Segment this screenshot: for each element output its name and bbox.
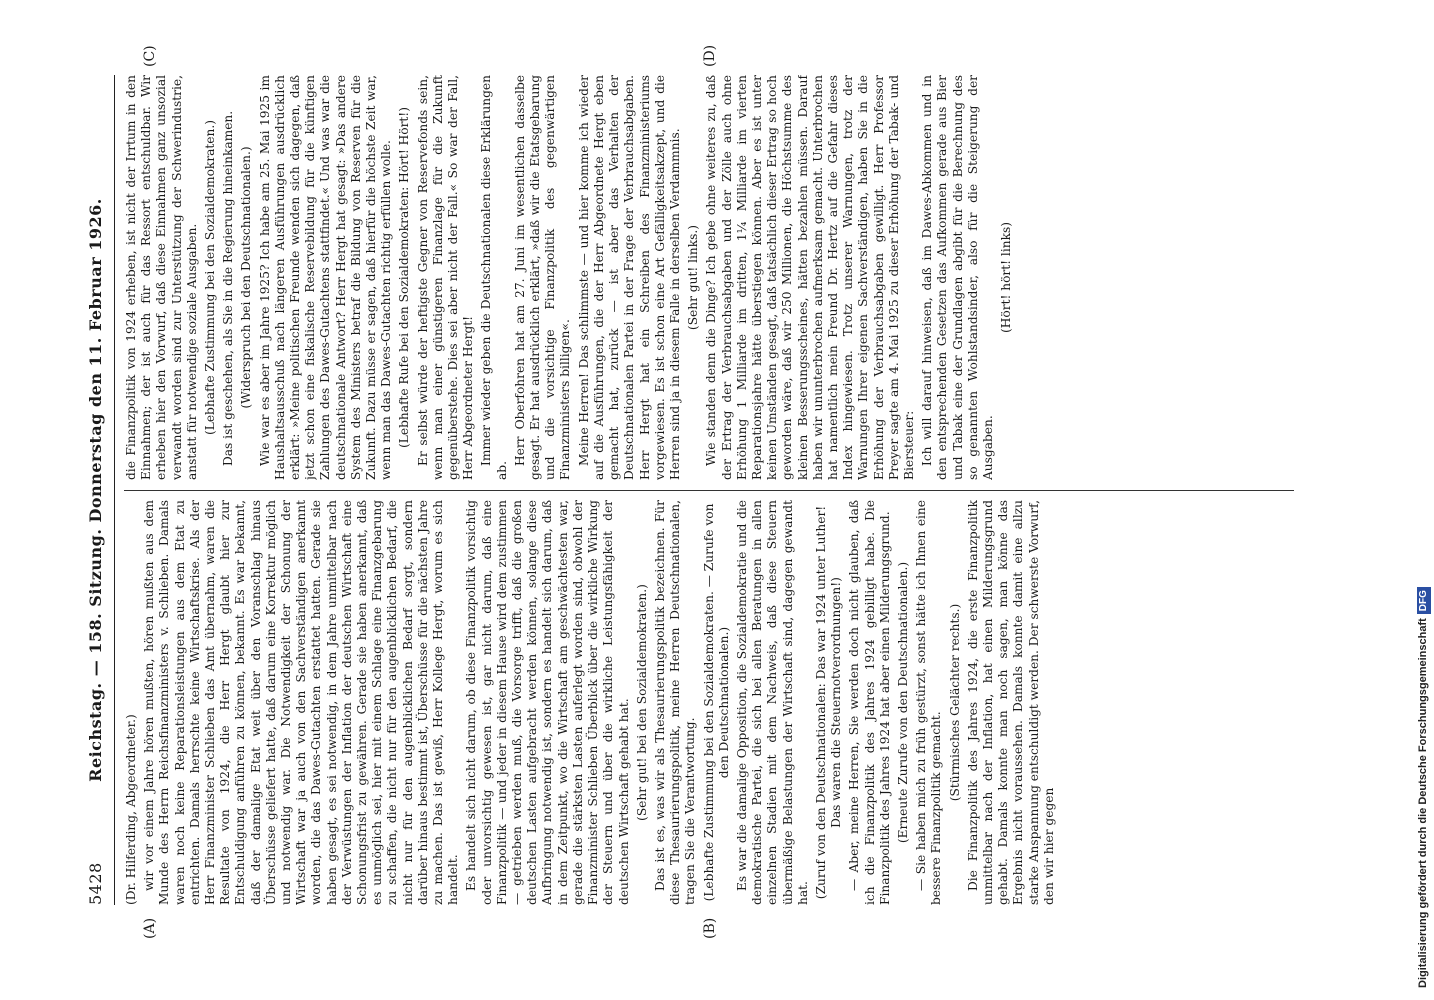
digitization-credit-sidebar: [1416, 8, 1430, 988]
paragraph: Herr Oberfohren hat am 27. Juni im wesentlichen dasselbe gesagt. Er hat ausdrücklich erklärt, »daß wir die Etatsgebarung und die vorsichtige Finanzpolitik des gegenwärtigen Finanzministers billigen«.: [512, 75, 573, 480]
column-divider: [124, 490, 1294, 491]
newspaper-sheet: [82, 44, 1307, 939]
interjection: (Sehr gut! bei den Sozialdemokraten.): [634, 584, 649, 821]
paragraph: Er selbst würde der heftigste Gegner von Reservefonds sein, wenn man einer günstigeren Finanzlage für die Zukunft gegenüberstehe. Dies sei aber nicht der Fall.« So war der Fall, Herr Abgeordneter Hergt!: [415, 75, 476, 480]
margin-mark-a: (A): [142, 917, 158, 939]
header-rule: [114, 75, 115, 905]
interjection: (Lebhafte Zustimmung bei den Sozialdemokraten. — Zurufe von den Deutschnationalen.): [701, 503, 731, 902]
interjection: (Widerspruch bei den Deutschnationalen.): [239, 146, 254, 409]
paragraph: Meine Herren! Das schlimmste — und hier komme ich wieder auf die Ausführungen, die der Herr Abgeordnete Hergt eben gemacht hat, zurück — ist aber das Verhalten der Deutschnationalen Partei in der Frage der Verbrauchsabgaben. Herr Hergt hat ein Schreiben des Finanzministeriums vorgewiesen. Es ist schon eine Art Gefälligkeitsakzept, und die Herren sind ja in diesem Falle in derselben Verdammnis.: [576, 75, 682, 480]
interjection: (Erneute Zurufe von den Deutschnationalen.): [895, 561, 910, 844]
margin-mark-c: (C): [142, 45, 158, 67]
interjection: (Lebhafte Zustimmung bei den Sozialdemokraten.): [203, 120, 218, 435]
paragraph: — Aber, meine Herren, Sie werden doch nicht glauben, daß ich die Finanzpolitik des Jahres 1924 gebilligt habe. Die Finanzpolitik des Jahres 1924 hat aber einen Milderungsgrund.: [847, 500, 892, 905]
paragraph: die Finanzpolitik von 1924 erheben, ist nicht der Irrtum in den Einnahmen; der ist auch für das Ressort entschuldbar. Wir erheben hier den Vorwurf, daß diese Einnahmen ganz unsozial verwandt worden sind zur Unterstützung der Schwerindustrie, anstatt für notwendige soziale Ausgaben.: [124, 75, 199, 480]
paragraph: Wie standen denn die Dinge? Ich gebe ohne weiteres zu, daß der Ertrag der Verbrauchsabgaben und der Zölle auch ohne Erhöhung 1 Milliarde im dritten, 1¼ Milliarde im vierten Reparationsjahre hätte überstiegen können. Aber es ist unter keinen Umständen gesagt, daß tatsächlich dieser Ertrag so hoch geworden wäre, daß wir 250 Millionen, die Höchstsumme des kleinen Besserungsscheines, hätten bezahlen müssen. Darauf haben wir ununterbrochen aufmerksam gemacht. Unterbrochen hat namentlich mein Freund Dr. Hertz auf die Gefahr dieses Index hingewiesen. Trotz unserer Warnungen, trotz der Warnungen Ihrer eigenen Sachverständigen, haben Sie in die Erhöhung der Verbrauchsabgaben gewilligt. Herr Professor Preyer sagte am 4. Mai 1925 zu dieser Erhöhung der Tabak- und Biersteuer:: [704, 75, 916, 480]
page-header-title: Reichstag. — 158. Sitzung. Donnerstag den 11. Februar 1926.: [86, 198, 105, 782]
paragraph: Das ist es, was wir als Thesaurierungspolitik bezeichnen. Für diese Thesaurierungspolitik, meine Herren Deutschnationalen, tragen Sie die Verantwortung.: [652, 500, 698, 905]
paragraph: Es handelt sich nicht darum, ob diese Finanzpolitik vorsichtig oder unvorsichtig gewesen ist, gar nicht darum, daß eine Finanzpolitik — und jeder in diesem Hause wird dem zustimmen — getrieben werden muß, die Vorsorge trifft, daß die großen deutschen Lasten aufgebracht werden können, solange diese Aufbringung notwendig ist, sondern es handelt sich darum, daß in dem Zeitpunkt, wo die Wirtschaft am geschwächtesten war, gerade die stärksten Lasten auferlegt worden sind, obwohl der Finanzminister Schlieben Überblick über die wirkliche Wirkung der Steuern und über die wirkliche Leistungsfähigkeit der deutschen Wirtschaft gehabt hat.: [464, 500, 631, 905]
interjection: (Zuruf von den Deutschnationalen: Das war 1924 unter Luther! Das waren die Steuernotverordnungen!): [813, 505, 844, 900]
quotation: Ich will darauf hinweisen, daß im Dawes-Abkommen und in den entsprechenden Gesetzen das Aufkommen gerade aus Bier und Tabak eine der Grundlagen abgibt für die Berechnung des so genannten Wohlstandsinder, also für die Steigerung der Ausgaben.: [920, 75, 995, 480]
interjection: (Hört! hört! links): [999, 222, 1014, 333]
paragraph: Immer wieder geben die Deutschnationalen diese Erklärungen ab.: [479, 75, 509, 480]
margin-mark-d: (D): [702, 44, 718, 67]
credit-text: Digitalisierung gefördert durch die Deutsche Forschungsgemeinschaft: [1417, 618, 1429, 988]
paragraph: — Sie haben mich zu früh gestürzt, sonst hätte ich Ihnen eine bessere Finanzpolitik gemacht.: [914, 500, 944, 905]
paragraph: Wie war es aber im Jahre 1925? Ich habe am 25. Mai 1925 im Haushaltsausschuß nach längeren Ausführungen ausdrücklich erklärt: »Meine politischen Freunde wenden sich dagegen, daß jetzt schon eine fiskalische Reservebildung für die künftigen Zahlungen des Dawes-Gutachtens stattfindet.« Und was war die deutschnationale Antwort? Herr Hergt hat gesagt: »Das andere System des Ministers betraf die Bildung von Reserven für die Zukunft. Dazu müsse er sagen, daß hierfür die höchste Zeit war, wenn man das Dawes-Gutachten richtig erfüllen wolle.: [257, 75, 394, 480]
interjection: (Lebhafte Rufe bei den Sozialdemokraten: Hört! Hört!): [397, 107, 412, 448]
margin-mark-b: (B): [702, 917, 718, 939]
page-number: 5428: [86, 862, 105, 905]
left-column: [124, 500, 1304, 905]
interjection: (Stürmisches Gelächter rechts.): [947, 603, 962, 802]
dfg-logo: DFG: [1417, 587, 1431, 614]
paragraph: Die Finanzpolitik des Jahres 1924, die erste Finanzpolitik unmittelbar nach der Inflation, hat einen Milderungsgrund gehabt. Damals konnte man noch sagen, man könne das Ergebnis nicht voraussehen. Damals konnte damit eine allzu starke Anspannung entschuldigt werden. Der schwerste Vorwurf, den wir hier gegen: [965, 500, 1056, 905]
paragraph: Es war die damalige Opposition, die Sozialdemokratie und die demokratische Partei, die sich bei allen Beratungen in allen einzelnen Stadien mit dem Nachweis, daß diese Steuern übermäßige Belastungen der Wirtschaft sind, dagegen gewandt hat.: [734, 500, 810, 905]
running-head: [82, 75, 112, 905]
paragraph: Das ist geschehen, als Sie in die Regierung hineinkamen.: [221, 110, 236, 466]
paragraph: wir vor einem Jahre hören mußten, hören mußten aus dem Munde des Herrn Reichsfinanzministers v. Schlieben. Damals waren noch keine Reparationsleistungen aus dem Etat zu entrichten. Damals herrschte keine Wirtschaftskrise. Als der Herr Finanzminister Schlieben das Amt übernahm, waren die Resultate von 1924, die Herr Hergt glaubt hier zur Entschuldigung anführen zu können, bekannt. Es war bekannt, daß der damalige Etat weit über den Voranschlag hinaus Überschüsse geliefert hatte, daß darum eine Korrektur möglich und notwendig war. Die Notwendigkeit der Schonung der Wirtschaft war ja auch von den Sachverständigen anerkannt worden, die das Dawes-Gutachten erstattet hatten. Gerade sie haben gesagt, es sei notwendig, in dem Jahre unmittelbar nach der Verwüstungen der Inflation der deutschen Wirtschaft eine Schonungsfrist zu gewähren. Gerade sie haben anerkannt, daß es unmöglich sei, hier mit einem Schlage eine Finanzgebarung zu schaffen, die nicht nur für den augenblicklichen Bedarf, die nicht nur für den augenblicklichen Bedarf sorgt, sondern darüber hinaus bestimmt ist, Überschüsse für die nächsten Jahre zu machen. Das ist gewiß, Herr Kollege Hergt, worum es sich handelt.: [142, 500, 461, 905]
interjection: (Sehr gut! links.): [686, 224, 701, 331]
right-column: [124, 75, 1304, 480]
credit-line: [1416, 8, 1430, 988]
paragraph: (Dr. Hilferding, Abgeordneter.): [124, 714, 138, 905]
